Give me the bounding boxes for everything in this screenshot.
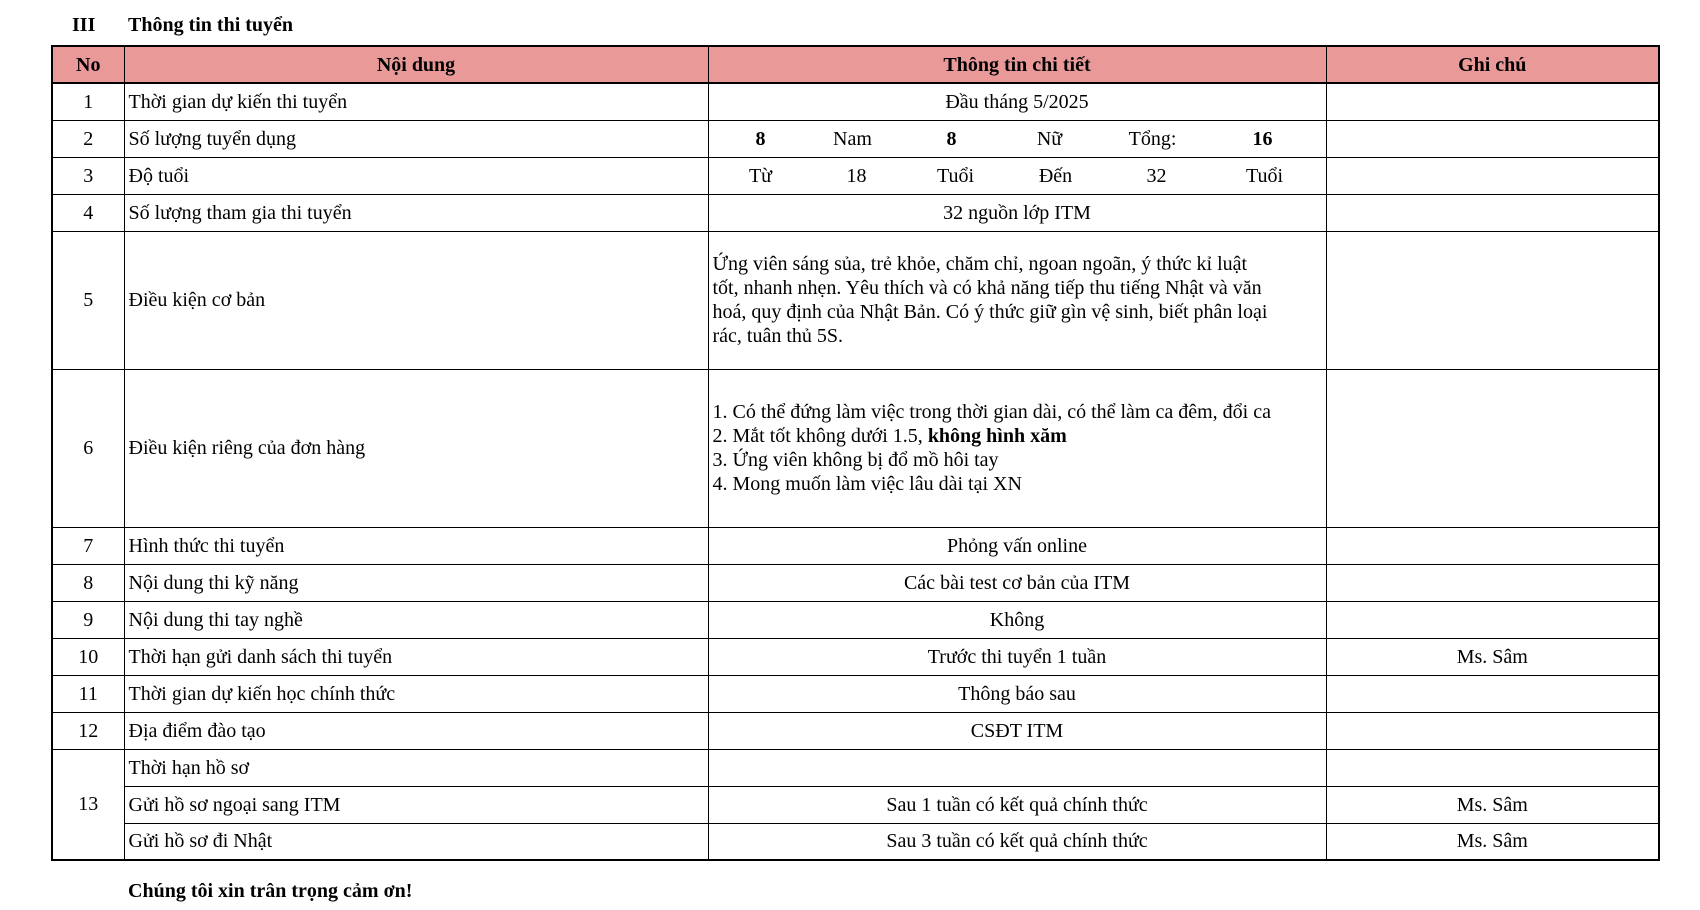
row-note xyxy=(1326,675,1659,712)
female-label: Nữ xyxy=(1036,127,1063,150)
row-number: 10 xyxy=(52,638,124,675)
row-content: Nội dung thi kỹ năng xyxy=(124,564,708,601)
row-detail: Thông báo sau xyxy=(708,675,1326,712)
row-detail: Sau 1 tuần có kết quả chính thức xyxy=(708,786,1326,823)
row-subcontent: Gửi hồ sơ ngoại sang ITM xyxy=(124,786,708,823)
row-content: Điều kiện riêng của đơn hàng xyxy=(124,369,708,527)
row-number: 1 xyxy=(52,83,124,120)
row-note xyxy=(1326,712,1659,749)
row-note: Ms. Sâm xyxy=(1326,638,1659,675)
table-row xyxy=(52,564,1659,601)
row-detail: Các bài test cơ bản của ITM xyxy=(708,564,1326,601)
row-number: 9 xyxy=(52,601,124,638)
row-note xyxy=(1326,231,1659,369)
table-row xyxy=(52,157,1659,194)
female-count: 8 xyxy=(946,127,957,150)
row-note xyxy=(1326,601,1659,638)
table-row xyxy=(52,601,1659,638)
row-note xyxy=(1326,120,1659,157)
row-subcontent: Gửi hồ sơ đi Nhật xyxy=(124,823,708,860)
table-row xyxy=(52,527,1659,564)
row-content: Thời gian dự kiến học chính thức xyxy=(124,675,708,712)
row-content: Số lượng tuyển dụng xyxy=(124,120,708,157)
row-note xyxy=(1326,157,1659,194)
section-title: Thông tin thi tuyển xyxy=(128,14,294,36)
order-condition-line: 4. Mong muốn làm việc lâu dài tại XN xyxy=(712,473,1022,495)
table-row xyxy=(52,749,1659,786)
recruitment-info-table xyxy=(51,45,1660,861)
basic-conditions-line: hoá, quy định của Nhật Bản. Có ý thức giữ gìn vệ sinh, biết phân loại xyxy=(712,301,1268,323)
row-note xyxy=(1326,369,1659,527)
row-number: 8 xyxy=(52,564,124,601)
table-row xyxy=(52,369,1659,527)
row-content: Số lượng tham gia thi tuyển xyxy=(124,194,708,231)
header-no: No xyxy=(52,46,124,83)
table-row xyxy=(52,83,1659,120)
table-row xyxy=(52,675,1659,712)
row-note xyxy=(1326,564,1659,601)
header-note: Ghi chú xyxy=(1326,46,1659,83)
row-number: 5 xyxy=(52,231,124,369)
row-content: Thời hạn gửi danh sách thi tuyển xyxy=(124,638,708,675)
table-row xyxy=(52,786,1659,823)
row-note xyxy=(1326,527,1659,564)
order-condition-line xyxy=(713,424,1322,448)
age-unit: Tuổi xyxy=(936,164,975,187)
table-row xyxy=(52,712,1659,749)
row-number: 7 xyxy=(52,527,124,564)
row-number: 2 xyxy=(52,120,124,157)
order-condition-line: 1. Có thể đứng làm việc trong thời gian dài, có thể làm ca đêm, đổi ca xyxy=(712,401,1271,423)
basic-conditions-cell xyxy=(708,231,1326,369)
table-header-row xyxy=(52,46,1659,83)
row-content: Thời gian dự kiến thi tuyển xyxy=(124,83,708,120)
row-content: Nội dung thi tay nghề xyxy=(124,601,708,638)
row-note: Ms. Sâm xyxy=(1326,786,1659,823)
total-label: Tổng: xyxy=(1128,127,1177,150)
table-row xyxy=(52,194,1659,231)
row-content: Độ tuổi xyxy=(124,157,708,194)
row-detail: Sau 3 tuần có kết quả chính thức xyxy=(708,823,1326,860)
male-count: 8 xyxy=(755,127,766,150)
table-row xyxy=(52,638,1659,675)
row-note xyxy=(1326,749,1659,786)
basic-conditions-line: tốt, nhanh nhẹn. Yêu thích và có khả năng tiếp thu tiếng Nhật và văn xyxy=(712,277,1262,299)
row-number: 13 xyxy=(52,749,124,860)
row-note: Ms. Sâm xyxy=(1326,823,1659,860)
row-content: Địa điểm đào tạo xyxy=(124,712,708,749)
total-count: 16 xyxy=(1252,127,1273,150)
table-row xyxy=(52,120,1659,157)
order-condition-line: 3. Ứng viên không bị đổ mồ hôi tay xyxy=(712,449,999,471)
recruit-quantity-cell xyxy=(708,120,1326,157)
table-row xyxy=(52,231,1659,369)
min-age: 18 xyxy=(846,164,867,187)
section-heading xyxy=(72,14,293,37)
row-number: 6 xyxy=(52,369,124,527)
row-number: 3 xyxy=(52,157,124,194)
row-detail: Phỏng vấn online xyxy=(708,527,1326,564)
row-note xyxy=(1326,194,1659,231)
max-age: 32 xyxy=(1146,164,1167,187)
no-tattoo-text: không hình xăm xyxy=(927,425,1067,447)
basic-conditions-line: rác, tuân thủ 5S. xyxy=(712,325,844,347)
age-unit: Tuổi xyxy=(1245,164,1284,187)
row-number: 4 xyxy=(52,194,124,231)
row-detail: CSĐT ITM xyxy=(708,712,1326,749)
age-from-label: Từ xyxy=(748,164,773,187)
row-detail: Không xyxy=(708,601,1326,638)
header-content: Nội dung xyxy=(124,46,708,83)
header-detail: Thông tin chi tiết xyxy=(708,46,1326,83)
row-detail: Trước thi tuyển 1 tuần xyxy=(708,638,1326,675)
row-content: Điều kiện cơ bản xyxy=(124,231,708,369)
order-condition-text: 2. Mắt tốt không dưới 1.5, xyxy=(712,425,928,447)
row-number: 11 xyxy=(52,675,124,712)
row-number: 12 xyxy=(52,712,124,749)
row-detail: 32 nguồn lớp ITM xyxy=(708,194,1326,231)
age-range-cell xyxy=(708,157,1326,194)
table-row xyxy=(52,823,1659,860)
row-content: Hình thức thi tuyển xyxy=(124,527,708,564)
order-conditions-cell xyxy=(708,369,1326,527)
male-label: Nam xyxy=(833,127,872,150)
basic-conditions-line: Ứng viên sáng sủa, trẻ khỏe, chăm chỉ, ngoan ngoãn, ý thức kỉ luật xyxy=(712,253,1248,275)
closing-text: Chúng tôi xin trân trọng cảm ơn! xyxy=(128,880,413,902)
row-detail: Đầu tháng 5/2025 xyxy=(708,83,1326,120)
row-note xyxy=(1326,83,1659,120)
age-to-label: Đến xyxy=(1038,164,1073,187)
section-number: III xyxy=(72,14,96,36)
row-detail xyxy=(708,749,1326,786)
row-content: Thời hạn hồ sơ xyxy=(124,749,708,786)
